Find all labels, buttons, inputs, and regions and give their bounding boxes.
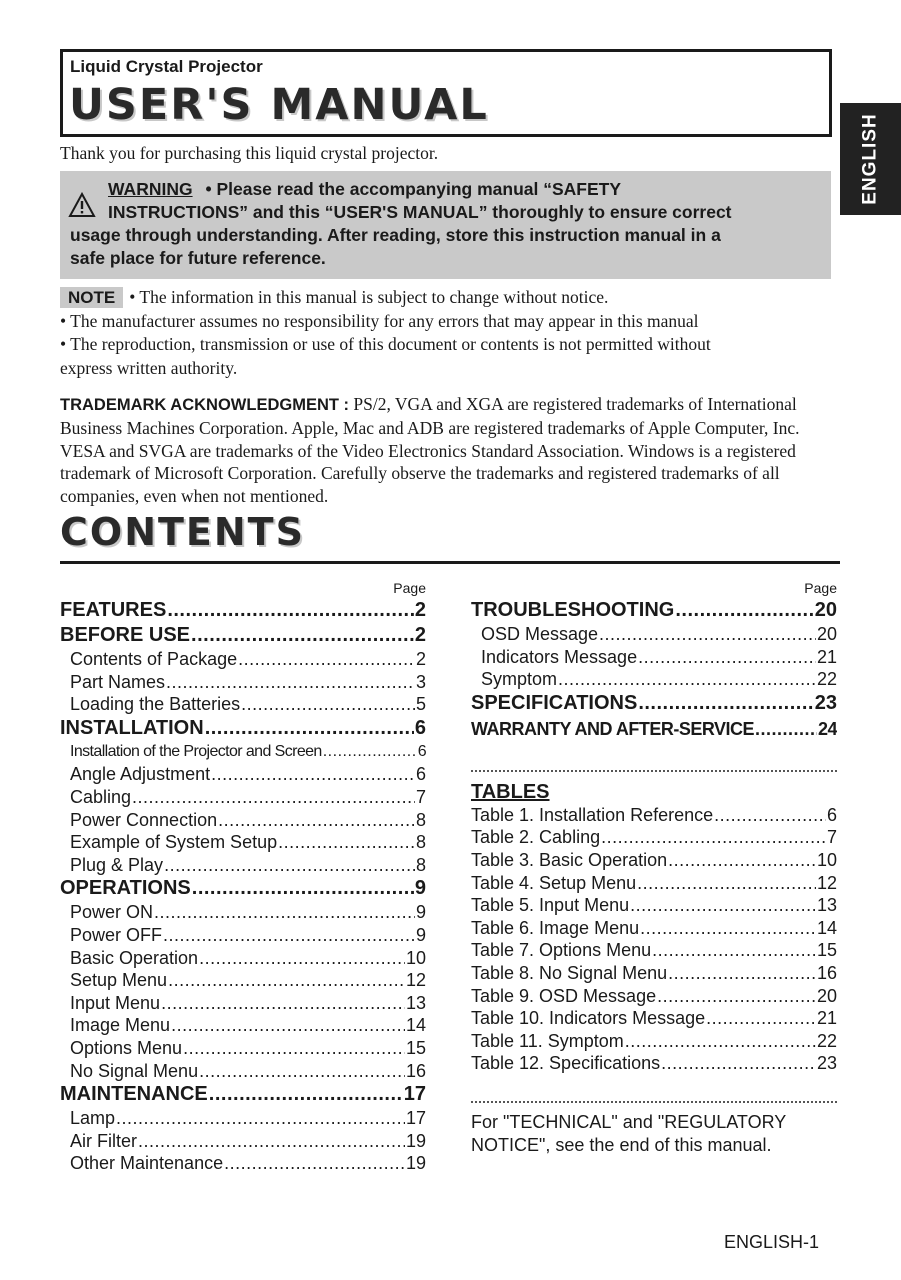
toc-label: Contents of Package — [70, 649, 238, 669]
toc-label: Indicators Message — [481, 646, 638, 667]
table-entry[interactable] — [471, 917, 837, 940]
toc-entry[interactable] — [60, 831, 426, 854]
contents-divider — [60, 561, 840, 564]
table-label: Table 7. Options Menu — [471, 940, 652, 961]
table-label: Table 11. Symptom — [471, 1030, 624, 1051]
table-page: 12 — [816, 872, 837, 893]
toc-page: 8 — [415, 832, 426, 853]
toc-label: Symptom — [481, 669, 558, 690]
dotted-divider — [471, 1101, 837, 1103]
toc-entry[interactable] — [60, 947, 426, 970]
toc-label: Power ON — [70, 902, 154, 923]
toc-entry[interactable] — [60, 1082, 426, 1107]
table-entry[interactable] — [471, 804, 837, 827]
warning-line-4: safe place for future reference. — [70, 248, 326, 268]
toc-page: 8 — [415, 809, 426, 830]
toc-entry[interactable] — [471, 623, 837, 646]
toc-label: Power OFF — [70, 924, 163, 945]
table-page: 22 — [816, 1030, 837, 1051]
toc-page: 19 — [405, 1153, 426, 1174]
table-page: 10 — [816, 849, 837, 870]
toc-entry[interactable] — [471, 668, 837, 691]
toc-right-column — [471, 578, 837, 1157]
language-tab-label: ENGLISH — [859, 113, 881, 205]
table-label: Table 2. Cabling — [471, 827, 601, 848]
table-entry[interactable] — [471, 826, 837, 849]
warning-box — [60, 171, 831, 279]
toc-entry[interactable] — [60, 1152, 426, 1175]
toc-entry[interactable] — [60, 924, 426, 947]
toc-label: Example of System Setup — [70, 832, 278, 853]
note-line-1 — [60, 286, 830, 310]
toc-page: 6 — [417, 742, 426, 760]
table-entry[interactable] — [471, 939, 837, 962]
product-subtitle: Liquid Crystal Projector — [70, 57, 263, 76]
toc-entry[interactable] — [60, 1037, 426, 1060]
toc-page: 17 — [405, 1108, 426, 1129]
toc-label: Part Names — [70, 671, 166, 692]
toc-entry[interactable] — [471, 691, 837, 716]
toc-page: 2 — [414, 599, 426, 621]
toc-label: INSTALLATION — [60, 716, 204, 739]
toc-label: Cabling — [70, 786, 132, 807]
table-entry[interactable] — [471, 1007, 837, 1030]
notes-section — [60, 286, 830, 380]
toc-label: Installation of the Projector and Screen — [70, 742, 322, 760]
warning-line-2: INSTRUCTIONS” and this “USER'S MANUAL” thoroughly to ensure correct — [108, 202, 732, 222]
warning-text-1: • Please read the accompanying manual “SAFETY — [205, 179, 622, 199]
table-page: 21 — [816, 1008, 837, 1029]
toc-entry[interactable] — [60, 716, 426, 741]
toc-page: 12 — [405, 970, 426, 991]
toc-entry[interactable] — [60, 992, 426, 1015]
toc-page: 3 — [415, 671, 426, 692]
warning-line-3: usage through understanding. After reading, store this instruction manual in a — [70, 225, 721, 245]
toc-entry[interactable] — [60, 623, 426, 648]
toc-entry[interactable] — [60, 693, 426, 716]
toc-label: OPERATIONS — [60, 877, 191, 900]
toc-entry[interactable] — [60, 876, 426, 901]
table-label: Table 5. Input Menu — [471, 895, 630, 916]
toc-page: 9 — [415, 924, 426, 945]
toc-page: 9 — [414, 877, 426, 900]
technical-notice-line-1: For "TECHNICAL" and "REGULATORY — [471, 1111, 787, 1132]
toc-entry[interactable] — [60, 854, 426, 877]
table-label: Table 1. Installation Reference — [471, 804, 714, 825]
toc-label: BEFORE USE — [60, 624, 191, 646]
trademark-text: PS/2, VGA and XGA are registered trademarks of International Business Machines Corporation. Apple, Mac and ADB are registered trademarks of Apple Computer, Inc. VESA and SVGA are trademarks of the Video Electronics Standard Association. Windows is a registered trademark of Microsoft Corporation. Carefully observe the trademarks and registered trademarks of all companies, even when not mentioned. — [60, 394, 800, 507]
toc-entry[interactable] — [60, 763, 426, 786]
toc-entry[interactable] — [60, 786, 426, 809]
toc-entry[interactable] — [60, 1014, 426, 1037]
note-line-2: • The manufacturer assumes no responsibility for any errors that may appear in this manual — [60, 310, 699, 331]
toc-label: Loading the Batteries — [70, 694, 241, 715]
toc-page: 13 — [405, 992, 426, 1013]
toc-page: 20 — [814, 599, 837, 621]
toc-page: 16 — [405, 1060, 426, 1081]
table-entry[interactable] — [471, 872, 837, 895]
toc-page: 7 — [415, 786, 426, 807]
note-badge: NOTE — [60, 287, 123, 308]
toc-entry[interactable] — [60, 1107, 426, 1130]
toc-page: 22 — [816, 669, 837, 690]
manual-title: USER'S MANUAL — [69, 80, 489, 130]
toc-page: 2 — [415, 649, 426, 669]
toc-label: WARRANTY AND AFTER-SERVICE — [471, 718, 755, 739]
toc-entry[interactable] — [471, 598, 837, 623]
toc-entry[interactable] — [60, 741, 426, 764]
trademark-section — [60, 393, 835, 508]
toc-label: Setup Menu — [70, 970, 168, 991]
toc-left-column — [60, 578, 426, 1175]
table-label: Table 3. Basic Operation — [471, 849, 668, 870]
toc-page: 6 — [415, 764, 426, 785]
table-page: 15 — [816, 940, 837, 961]
toc-label: Plug & Play — [70, 854, 164, 875]
note-text-1: • The information in this manual is subject to change without notice. — [129, 287, 609, 307]
contents-title: CONTENTS — [60, 510, 305, 554]
table-label: Table 9. OSD Message — [471, 985, 657, 1006]
page-column-label: Page — [393, 580, 426, 596]
toc-entry[interactable] — [60, 648, 426, 671]
toc-page: 17 — [403, 1083, 426, 1106]
table-entry[interactable] — [471, 849, 837, 872]
toc-page: 24 — [817, 718, 837, 739]
toc-entry[interactable] — [471, 716, 837, 742]
table-page: 7 — [826, 827, 837, 848]
table-page: 6 — [826, 804, 837, 825]
table-entry[interactable] — [471, 962, 837, 985]
table-page: 14 — [816, 917, 837, 938]
table-page: 23 — [816, 1053, 837, 1074]
table-label: Table 10. Indicators Message — [471, 1008, 706, 1029]
toc-entry[interactable] — [60, 901, 426, 924]
toc-label: Options Menu — [70, 1037, 183, 1058]
intro-text: Thank you for purchasing this liquid crystal projector. — [60, 143, 439, 163]
trademark-label: TRADEMARK ACKNOWLEDGMENT : — [60, 396, 350, 414]
toc-page: 2 — [414, 624, 426, 646]
toc-label: Input Menu — [70, 992, 161, 1013]
toc-label: Basic Operation — [70, 947, 199, 968]
toc-page: 23 — [814, 691, 837, 714]
toc-label: MAINTENANCE — [60, 1083, 208, 1106]
toc-entry[interactable] — [60, 671, 426, 694]
toc-page: 8 — [415, 854, 426, 875]
toc-entry[interactable] — [60, 1060, 426, 1083]
toc-label: SPECIFICATIONS — [471, 691, 638, 714]
toc-label: FEATURES — [60, 599, 167, 621]
toc-label: Other Maintenance — [70, 1153, 224, 1174]
table-entry[interactable] — [471, 985, 837, 1008]
toc-label: Lamp — [70, 1108, 116, 1129]
page-column-label: Page — [804, 580, 837, 596]
toc-page: 5 — [415, 694, 426, 715]
toc-page: 15 — [405, 1037, 426, 1058]
table-page: 20 — [816, 985, 837, 1006]
note-line-3: • The reproduction, transmission or use of this document or contents is not permitted without — [60, 334, 711, 354]
toc-page: 20 — [816, 624, 837, 644]
toc-label: No Signal Menu — [70, 1060, 199, 1081]
table-entry[interactable] — [471, 1030, 837, 1053]
toc-label: TROUBLESHOOTING — [471, 599, 675, 621]
note-line-4: express written authority. — [60, 357, 238, 378]
tables-heading: TABLES — [471, 780, 550, 803]
toc-entry[interactable] — [471, 646, 837, 669]
toc-entry[interactable] — [60, 1130, 426, 1153]
warning-label: WARNING — [108, 179, 193, 199]
language-tab — [840, 103, 901, 215]
page-footer: ENGLISH-1 — [724, 1232, 820, 1252]
warning-triangle-icon — [68, 192, 96, 218]
toc-entry[interactable] — [60, 598, 426, 623]
table-label: Table 12. Specifications — [471, 1053, 661, 1074]
toc-label: OSD Message — [481, 624, 599, 644]
table-label: Table 6. Image Menu — [471, 917, 640, 938]
toc-page: 6 — [414, 716, 426, 739]
toc-page: 21 — [816, 646, 837, 667]
technical-notice-line-2: NOTICE", see the end of this manual. — [471, 1134, 772, 1155]
toc-entry[interactable] — [60, 809, 426, 832]
warning-line-1 — [108, 178, 621, 201]
table-page: 13 — [816, 895, 837, 916]
toc-label: Power Connection — [70, 809, 218, 830]
dotted-divider — [471, 770, 837, 772]
table-page: 16 — [816, 962, 837, 983]
title-box — [60, 49, 832, 137]
toc-page: 14 — [405, 1015, 426, 1036]
table-label: Table 4. Setup Menu — [471, 872, 637, 893]
toc-label: Angle Adjustment — [70, 764, 211, 785]
table-entry[interactable] — [471, 894, 837, 917]
toc-label: Air Filter — [70, 1130, 137, 1151]
toc-page: 9 — [415, 902, 426, 923]
toc-label: Image Menu — [70, 1015, 171, 1036]
technical-notice — [471, 1111, 837, 1157]
table-label: Table 8. No Signal Menu — [471, 962, 668, 983]
toc-entry[interactable] — [60, 969, 426, 992]
table-entry[interactable] — [471, 1052, 837, 1075]
toc-page: 19 — [405, 1130, 426, 1151]
toc-page: 10 — [405, 947, 426, 968]
